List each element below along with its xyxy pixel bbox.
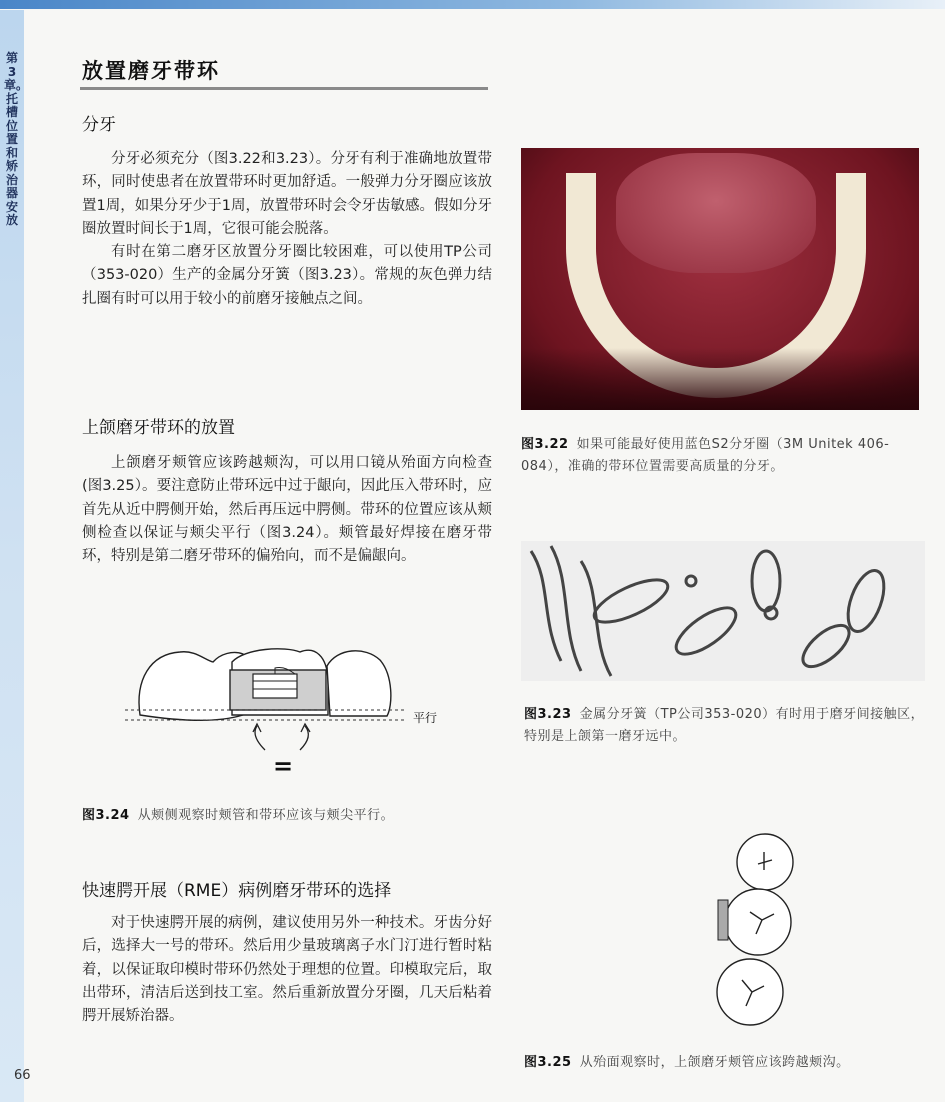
paragraph-rme	[82, 912, 492, 1028]
figure-3-25-diagram	[700, 830, 815, 1030]
top-color-bar	[0, 0, 945, 9]
caption-number: 图3.24	[82, 808, 130, 823]
figure-3-24-diagram	[125, 640, 455, 780]
paragraph-separation	[82, 148, 492, 311]
paragraph-separation-1: 分牙必须充分（图3.22和3.23）。分牙有利于准确地放置带环，同时使患者在放置带环时更加舒适。一般弹力分牙圈应该放置1周，如果分牙少于1周，放置带环时会令牙齿敏感。假如分牙圈放置时间长于1周，它很可能会脱落。	[82, 151, 492, 237]
caption-figure-3-24	[82, 805, 502, 827]
paragraph-upper-molar-1: 上颌磨牙颊管应该跨越颊沟，可以用口镜从殆面方向检查(图3.25）。要注意防止带环远中过于龈向，因此压入带环时，应首先从近中腭侧开始，然后再压远中腭侧。带环的位置应该从颊侧检查以保证与颊尖平行（图3.24）。颊管最好焊接在磨牙带环，特别是第二磨牙带环的偏殆向，而不是偏龈向。	[82, 455, 492, 565]
heading-upper-molar: 上颌磨牙带环的放置	[82, 418, 235, 438]
figure-3-22-photo	[521, 148, 919, 410]
caption-number: 图3.22	[521, 437, 569, 452]
caption-text: 如果可能最好使用蓝色S2分牙圈（3M Unitek 406-084），准确的带环位置需要高质量的分牙。	[521, 437, 890, 474]
caption-text: 金属分牙簧（TP公司353-020）有时用于磨牙间接触区，特别是上颌第一磨牙远中。	[524, 707, 925, 744]
heading-rme: 快速腭开展（RME）病例磨牙带环的选择	[82, 881, 392, 901]
caption-number: 图3.25	[524, 1055, 572, 1070]
heading-separation: 分牙	[82, 115, 116, 135]
caption-text: 从殆面观察时，上颌磨牙颊管应该跨越颊沟。	[579, 1055, 850, 1070]
figure-3-23-photo	[521, 541, 925, 681]
paragraph-separation-2: 有时在第二磨牙区放置分牙圈比较困难，可以使用TP公司（353-020）生产的金属分牙簧（图3.23）。常规的灰色弹力结扎圈有时可以用于较小的前磨牙接触点之间。	[82, 244, 492, 307]
paragraph-upper-molar	[82, 452, 492, 568]
chapter-side-tab	[0, 10, 29, 1102]
section-title-rule	[80, 87, 488, 90]
caption-text: 从颊侧观察时颊管和带环应该与颊尖平行。	[137, 808, 395, 823]
paragraph-rme-1: 对于快速腭开展的病例，建议使用另外一种技术。牙齿分好后，选择大一号的带环。然后用少量玻璃离子水门汀进行暂时粘着，以保证取印模时带环仍然处于理想的位置。印模取完后，取出带环，清洁后送到技工室。然后重新放置分牙圈，几天后粘着腭开展矫治器。	[82, 915, 492, 1025]
caption-figure-3-23	[524, 704, 934, 748]
page-number: 66	[14, 1068, 31, 1083]
caption-number: 图3.23	[524, 707, 572, 722]
section-title: 放置磨牙带环	[82, 59, 220, 83]
caption-figure-3-22	[521, 434, 921, 478]
caption-figure-3-25	[524, 1052, 934, 1074]
chapter-label: 第3章。托槽位置和矫治器安放	[4, 51, 29, 227]
parallel-label: 平行	[413, 711, 438, 725]
equals-sign: =	[273, 752, 294, 780]
